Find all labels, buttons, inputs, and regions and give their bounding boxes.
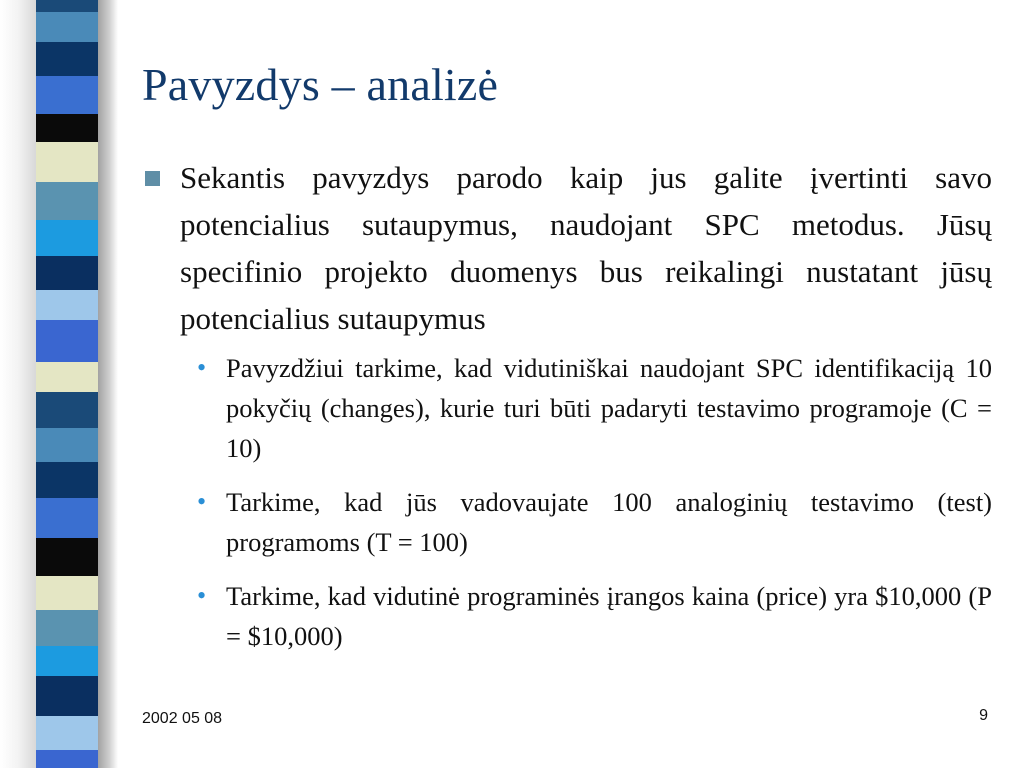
sub-bullet — [197, 482, 992, 562]
stripe-shadow-left — [0, 0, 36, 768]
stripe-block — [36, 646, 98, 676]
sub-bullet — [197, 576, 992, 656]
sub-bullet — [197, 348, 992, 468]
stripe-block — [36, 290, 98, 320]
stripe-block — [36, 12, 98, 42]
stripe-block — [36, 610, 98, 646]
stripe-block — [36, 716, 98, 750]
stripe-block — [36, 320, 98, 362]
sub-bullet-text: Tarkime, kad jūs vadovaujate 100 analoginių testavimo (test) programoms (T = 100) — [226, 487, 992, 557]
dot-bullet-icon: • — [197, 581, 207, 610]
dot-bullet-icon: • — [197, 353, 207, 382]
stripe-block — [36, 76, 98, 114]
stripe-block — [36, 362, 98, 392]
stripe-block — [36, 142, 98, 182]
sub-bullet-list — [142, 348, 992, 656]
stripe-block — [36, 220, 98, 256]
stripe-block — [36, 750, 98, 768]
stripe-shadow-right — [96, 0, 118, 768]
square-bullet-icon — [145, 171, 160, 186]
main-bullet-text: Sekantis pavyzdys parodo kaip jus galite įvertinti savo potencialius sutaupymus, naudojant SPC metodus. Jūsų specifinio projekto duomenys bus reikalingi nustatant jūsų potencialius sutaupymus — [180, 160, 992, 336]
stripe-block — [36, 114, 98, 142]
sub-bullet-text: Pavyzdžiui tarkime, kad vidutiniškai naudojant SPC identifikaciją 10 pokyčių (changes), kurie turi būti padaryti testavimo programoje (C = 10) — [226, 353, 992, 463]
slide-content — [142, 154, 992, 670]
decorative-stripe — [36, 0, 98, 768]
dot-bullet-icon: • — [197, 487, 207, 516]
page-number: 9 — [979, 707, 988, 724]
stripe-block — [36, 498, 98, 538]
sub-bullet-text: Tarkime, kad vidutinė programinės įrangos kaina (price) yra $10,000 (P = $10,000) — [226, 581, 992, 651]
stripe-block — [36, 676, 98, 716]
stripe-block — [36, 462, 98, 498]
stripe-block — [36, 428, 98, 462]
stripe-block — [36, 0, 98, 12]
stripe-block — [36, 42, 98, 76]
stripe-block — [36, 538, 98, 576]
footer-date: 2002 05 08 — [142, 710, 223, 727]
stripe-block — [36, 182, 98, 220]
slide-title: Pavyzdys – analizė — [142, 59, 499, 110]
main-bullet — [142, 154, 992, 342]
stripe-block — [36, 392, 98, 428]
stripe-block — [36, 576, 98, 610]
stripe-block — [36, 256, 98, 290]
